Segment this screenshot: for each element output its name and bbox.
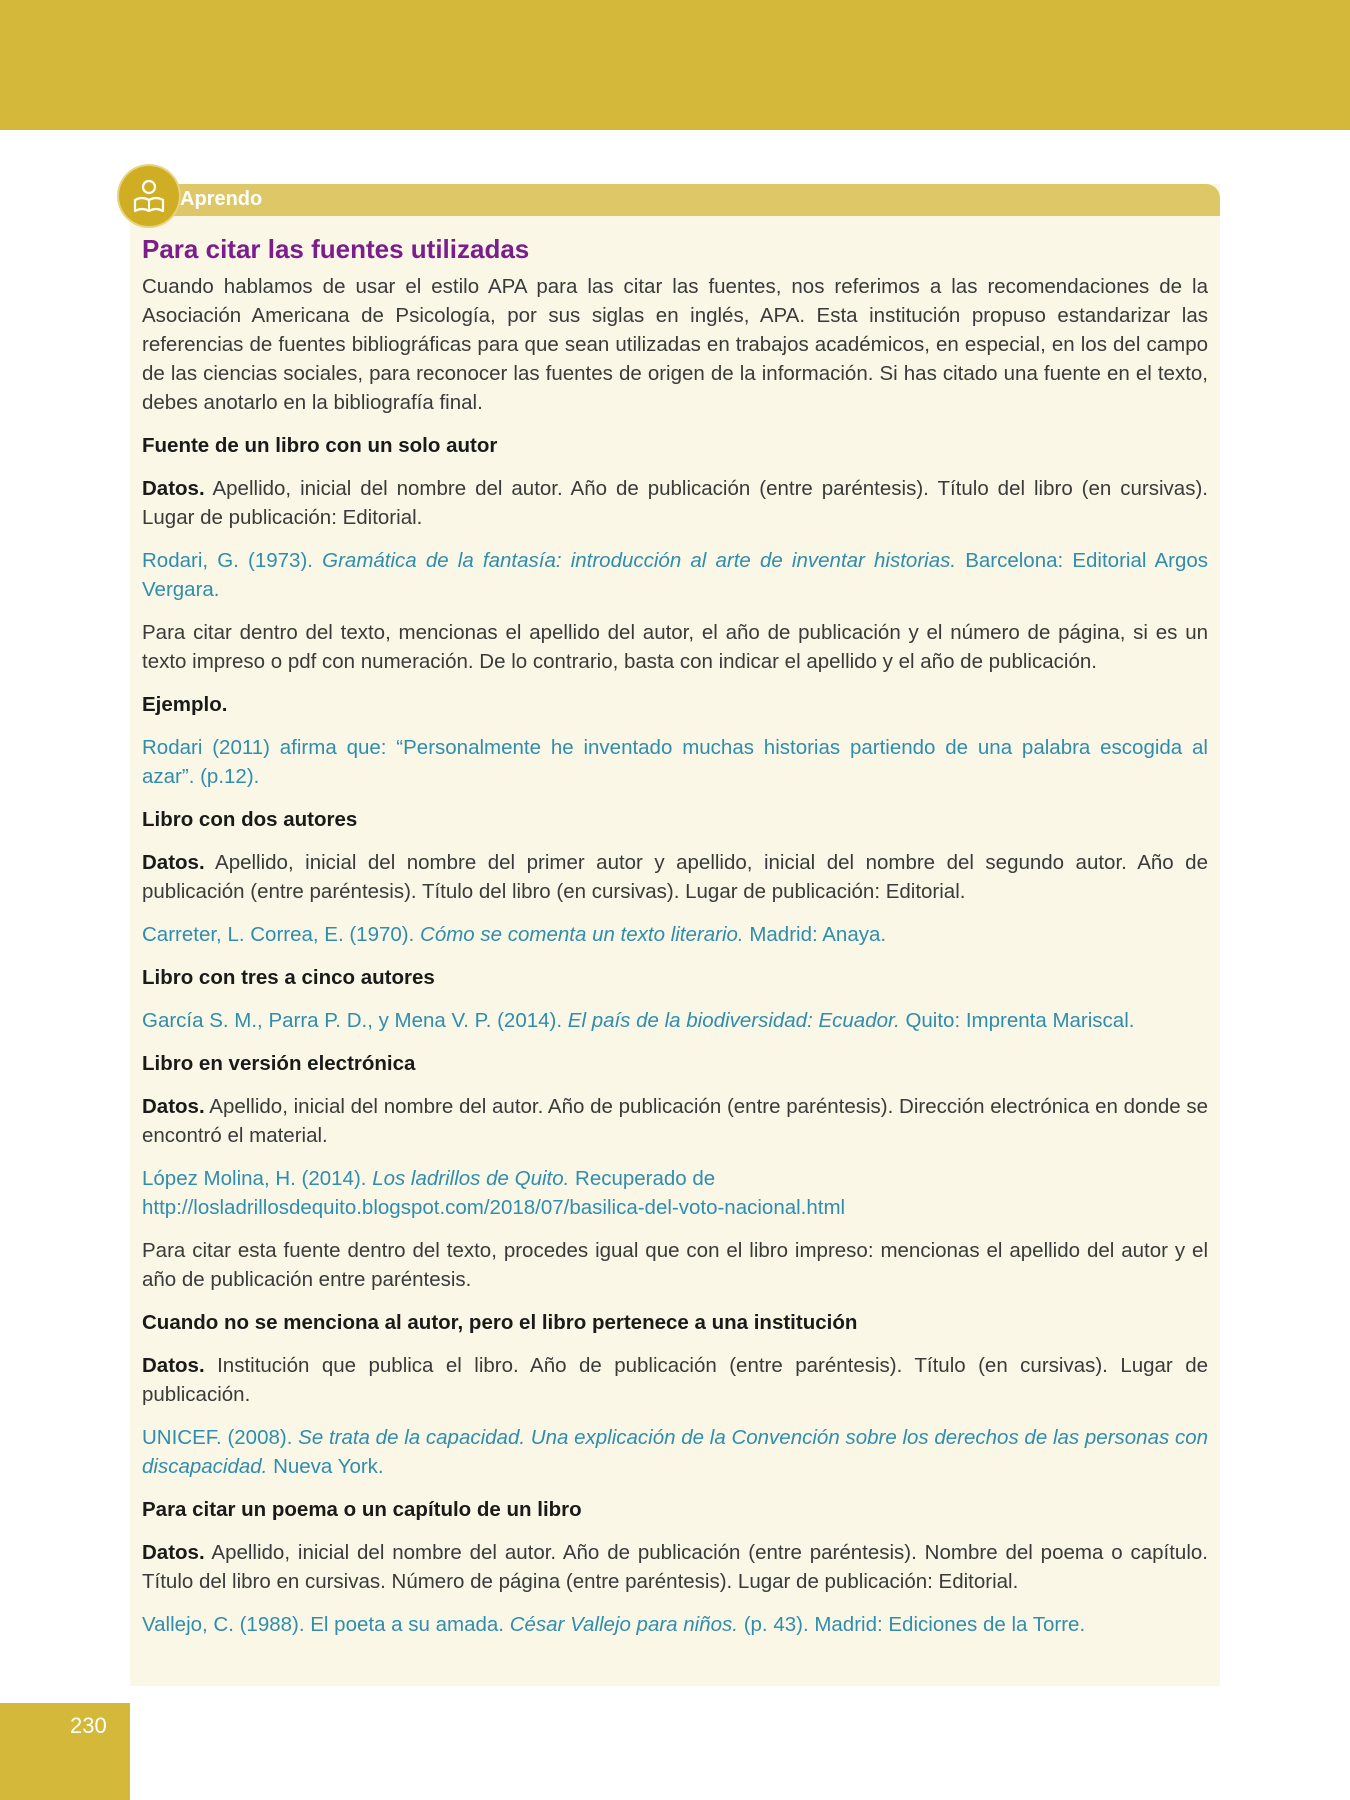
datos-paragraph	[142, 1538, 1208, 1596]
reference-example	[142, 546, 1208, 604]
datos-text: Apellido, inicial del nombre del primer autor y apellido, inicial del nombre del segundo autor. Año de publicación (entre paréntesis). Título del libro (en cursivas). Lugar de publicación: Editorial.	[142, 851, 1208, 903]
reference-text: García S. M., Parra P. D., y Mena V. P. (2014).	[142, 1009, 568, 1032]
datos-label: Datos.	[142, 1354, 205, 1377]
reference-example	[142, 1423, 1208, 1481]
main-content	[142, 232, 1208, 1653]
section-badge-label: Aprendo	[180, 188, 263, 210]
datos-label: Datos.	[142, 477, 205, 500]
datos-paragraph	[142, 848, 1208, 906]
page-number-tab	[0, 1703, 130, 1800]
reference-url[interactable]: http://losladrillosdequito.blogspot.com/2018/07/basilica-del-voto-nacional.html	[142, 1196, 846, 1219]
reference-text: Quito: Imprenta Mariscal.	[899, 1009, 1135, 1032]
datos-text: Apellido, inicial del nombre del autor. Año de publicación (entre paréntesis). Título del libro (en cursivas). Lugar de publicación: Editorial.	[142, 477, 1208, 529]
section-heading: Para citar un poema o un capítulo de un libro	[142, 1498, 582, 1521]
reference-text: Rodari, G. (1973).	[142, 549, 323, 572]
datos-label: Datos.	[142, 1095, 205, 1118]
reference-example	[142, 920, 1208, 949]
datos-paragraph	[142, 474, 1208, 532]
datos-paragraph	[142, 1351, 1208, 1409]
datos-text: Institución que publica el libro. Año de publicación (entre paréntesis). Título (en cursivas). Lugar de publicación.	[142, 1354, 1209, 1406]
datos-paragraph	[142, 1092, 1208, 1150]
reader-icon	[119, 166, 179, 226]
reference-title: César Vallejo para niños.	[509, 1613, 738, 1636]
page-title: Para citar las fuentes utilizadas	[142, 234, 530, 264]
reference-text: Nueva York.	[267, 1455, 384, 1478]
note-paragraph: Para citar esta fuente dentro del texto, procedes igual que con el libro impreso: mencionas el apellido del autor y el año de publicación entre paréntesis.	[142, 1239, 1208, 1291]
datos-text: Apellido, inicial del nombre del autor. Año de publicación (entre paréntesis). Dirección electrónica en donde se encontró el material.	[142, 1095, 1208, 1147]
reference-title: Se trata de la capacidad. Una explicación de la Convención sobre los derechos de las personas con discapacidad.	[142, 1426, 1208, 1478]
note-paragraph: Para citar dentro del texto, mencionas el apellido del autor, el año de publicación y el número de página, si es un texto impreso o pdf con numeración. De lo contrario, basta con indicar el apellido y el año de publicación.	[142, 621, 1208, 673]
datos-label: Datos.	[142, 1541, 205, 1564]
section-heading: Libro en versión electrónica	[142, 1052, 416, 1075]
reference-text: Barcelona: Editorial Argos Vergara.	[142, 549, 1208, 601]
reference-text: López Molina, H. (2014).	[142, 1167, 373, 1190]
reference-text: Recuperado de	[569, 1167, 716, 1190]
datos-label: Datos.	[142, 851, 205, 874]
section-heading: Cuando no se menciona al autor, pero el libro pertenece a una institución	[142, 1311, 858, 1334]
reference-title: El país de la biodiversidad: Ecuador.	[567, 1009, 900, 1032]
datos-text: Apellido, inicial del nombre del autor. Año de publicación (entre paréntesis). Nombre del poema o capítulo. Título del libro en cursivas. Número de página (entre paréntesis). Lugar de publicación: Editorial.	[142, 1541, 1208, 1593]
reference-title: Gramática de la fantasía: introducción al arte de inventar historias.	[322, 549, 957, 572]
reference-example	[142, 1164, 1208, 1222]
reference-text: Carreter, L. Correa, E. (1970).	[142, 923, 421, 946]
reference-title: Cómo se comenta un texto literario.	[420, 923, 744, 946]
section-heading: Fuente de un libro con un solo autor	[142, 434, 498, 457]
reference-example	[142, 1006, 1208, 1035]
section-heading: Libro con tres a cinco autores	[142, 966, 435, 989]
section-heading: Libro con dos autores	[142, 808, 358, 831]
reference-text: UNICEF. (2008).	[142, 1426, 299, 1449]
quote-example: Rodari (2011) afirma que: “Personalmente he inventado muchas historias partiendo de una palabra escogida al azar”. (p.12).	[142, 736, 1208, 788]
reference-text: (p. 43). Madrid: Ediciones de la Torre.	[738, 1613, 1086, 1636]
reference-title: Los ladrillos de Quito.	[372, 1167, 570, 1190]
reference-example	[142, 1610, 1208, 1639]
content-box-header	[130, 184, 1220, 216]
reference-text: Vallejo, C. (1988). El poeta a su amada.	[142, 1613, 510, 1636]
page-number: 230	[70, 1713, 107, 1738]
intro-paragraph: Cuando hablamos de usar el estilo APA para las citar las fuentes, nos referimos a las recomendaciones de la Asociación Americana de Psicología, por sus siglas en inglés, APA. Esta institución propuso estandarizar las referencias de fuentes bibliográficas para que sean utilizadas en trabajos académicos, en especial, en los del campo de las ciencias sociales, para reconocer las fuentes de origen de la información. Si has citado una fuente en el texto, debes anotarlo en la bibliografía final.	[142, 275, 1208, 414]
top-color-band	[0, 0, 1350, 130]
reference-text: Madrid: Anaya.	[743, 923, 887, 946]
example-heading: Ejemplo.	[142, 693, 228, 716]
